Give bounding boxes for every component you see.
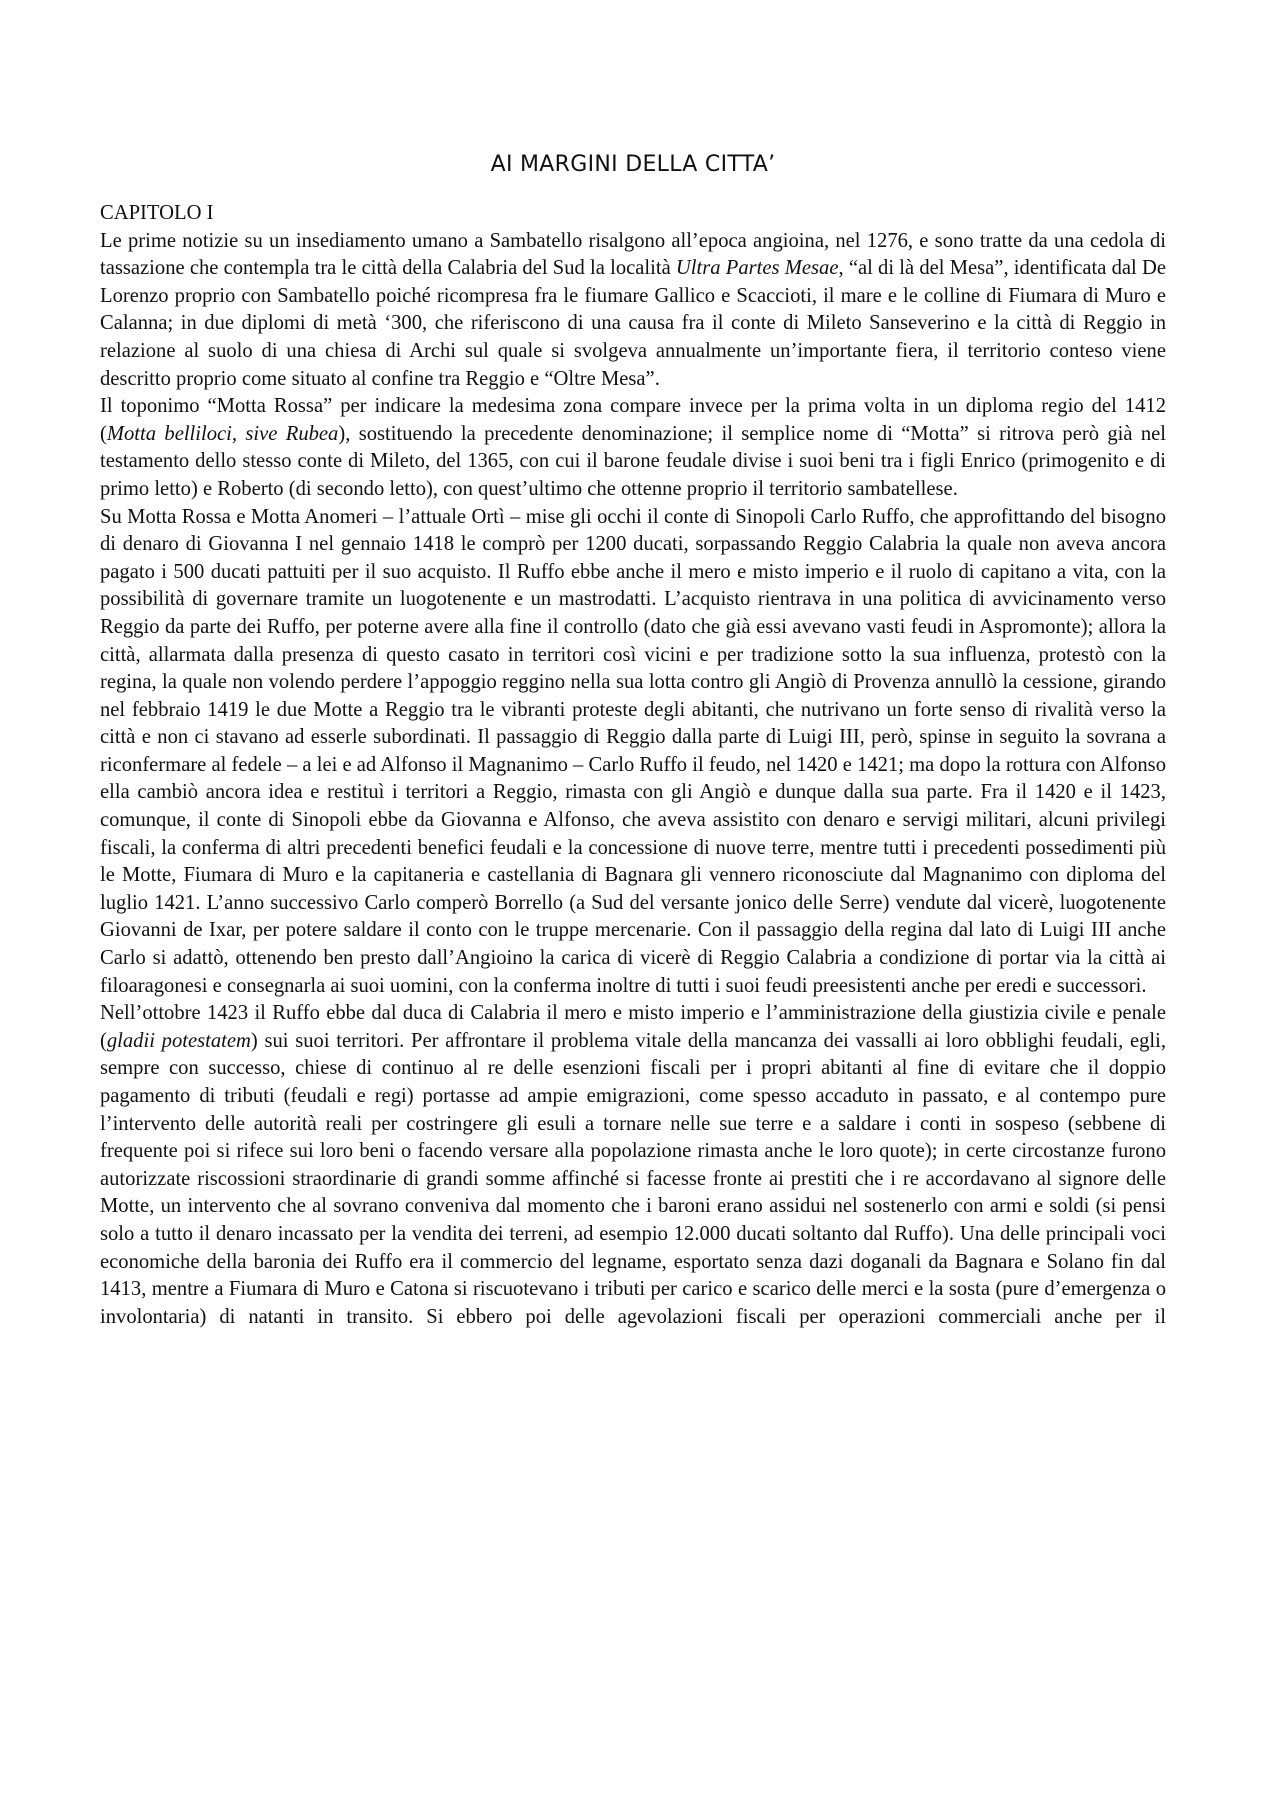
chapter-heading: CAPITOLO I (100, 202, 214, 224)
text-segment: Le prime notizie su un insediamento umano a Sambatello risalgono all’epoca angioina, nel 1276, e sono tratte da una cedola di tassazione che contempla tra le città della Calabria del Sud la località (100, 229, 1166, 280)
paragraph-1 (100, 228, 1166, 394)
text-segment: Il toponimo “Motta Rossa” per indicare la medesima zona compare invece per la prima volta in un diploma regio del 1412 ( (100, 395, 1166, 445)
paragraph-4 (100, 1000, 1166, 1331)
italic-phrase: gladii potestatem (106, 1029, 251, 1052)
text-segment: , “al di là del Mesa”, identificata dal De Lorenzo proprio con Sambatello poiché ricompresa fra le fiumare Gallico e Scaccioti, il mare e le colline di Fiumara di Muro e Calanna; in due diplomi di metà ‘300, che riferiscono di una causa fra il conte di Mileto Sanseverino e la città di Reggio in relazione al suolo di una chiesa di Archi sul quale si svolgeva annualmente un’importante fiera, il territorio conteso viene descritto proprio come situato al confine tra Reggio e “Oltre Mesa”. (100, 257, 1166, 390)
text-segment: Su Motta Rossa e Motta Anomeri – l’attuale Ortì – mise gli occhi il conte di Sinopoli Carlo Ruffo, che approfittando del bisogno di denaro di Giovanna I nel gennaio 1418 le comprò per 1200 ducati, sorpassando Reggio Calabria la quale non aveva ancora pagato i 500 ducati pattuiti per il suo acquisto. Il Ruffo ebbe anche il mero e misto imperio e il ruolo di capitano a vita, con la possibilità di governare tramite un luogotenente e un mastrodatti. L’acquisto rientrava in una politica di avvicinamento verso Reggio da parte dei Ruffo, per poterne avere alla fine il controllo (dato che già essi avevano vasti feudi in Aspromonte); allora la città, allarmata dalla presenza di questo casato in territori così vicini e per tradizione sotto la sua influenza, protestò con la regina, la quale non volendo perdere l’appoggio reggino nella sua lotta contro gli Angiò di Provenza annullò la cessione, girando nel febbraio 1419 le due Motte a Reggio tra le vibranti proteste degli abitanti, che nutrivano un forte senso di rivalità verso la città e non ci stavano ad esserle subordinati. Il passaggio di Reggio dalla parte di Luigi III, però, spinse in seguito la sovrana a riconfermare al fedele – a lei e ad Alfonso il Magnanimo – Carlo Ruffo il feudo, nel 1420 e 1421; ma dopo la rottura con Alfonso ella cambiò ancora idea e restituì i territori a Reggio, rimasta con gli Angiò e dunque dalla sua parte. Fra il 1420 e il 1423, comunque, il conte di Sinopoli ebbe da Giovanna e Alfonso, che aveva assistito con denaro e servigi militari, alcuni privilegi fiscali, la conferma di altri precedenti benefici feudali e la concessione di nuove terre, mentre tutti i precedenti possedimenti più le Motte, Fiumara di Muro e la capitaneria e castellania di Bagnara gli vennero riconosciute dal Magnanimo con diploma del luglio 1421. L’anno successivo Carlo comperò Borrello (a Sud del versante jonico delle Serre) vendute dal vicerè, luogotenente Giovanni de Ixar, per potere saldare il conto con le truppe mercenarie. Con il passaggio della regina dal lato di Luigi III anche Carlo si adattò, ottenendo ben presto dall’Angioino la carica di vicerè di Reggio Calabria a condizione di portar via la città ai filoaragonesi e consegnarla ai suoi uomini, con la conferma inoltre di tutti i suoi feudi preesistenti anche per eredi e successori. (100, 505, 1166, 997)
document-title: AI MARGINI DELLA CITTA’ (490, 152, 776, 177)
text-segment: Nell’ottobre 1423 il Ruffo ebbe dal duca di Calabria il mero e misto imperio e l’amministrazione della giustizia civile e penale ( (100, 1002, 1166, 1052)
text-segment: ) sui suoi territori. Per affrontare il problema vitale della mancanza dei vassalli ai loro obblighi feudali, egli, sempre con successo, chiese di continuo al re delle esenzioni fiscali per i propri abitanti al fine di evitare che il doppio pagamento di tributi (feudali e regi) portasse ad ampie emigrazioni, come spesso accaduto in passato, e al contempo pure l’intervento delle autorità reali per costringere gli esuli a tornare nelle sue terre e a saldare i conti in sospeso (sebbene di frequente poi si rifece sui loro beni o facendo versare alla popolazione rimasta anche le loro quote); in certe circostanze furono autorizzate riscossioni straordinarie di grandi somme affinché si facesse fronte ai prestiti che i re accordavano al signore delle Motte, un intervento che al sovrano conveniva dal momento che i baroni erano assidui nel sostenerlo con armi e soldi (si pensi solo a tutto il denaro incassato per la vendita dei terreni, ad esempio 12.000 ducati soltanto dal Ruffo). Una delle principali voci economiche della baronia dei Ruffo era il commercio del legname, esportato senza dazi doganali da Bagnara e Solano fin dal 1413, mentre a Fiumara di Muro e Catona si riscuotevano i tributi per carico e scarico delle merci e la sosta (pure d’emergenza o involontaria) di natanti in transito. Si ebbero poi delle agevolazioni fiscali per operazioni commerciali anche per il (100, 1029, 1166, 1328)
text-segment: ), sostituendo la precedente denominazione; il semplice nome di “Motta” si ritrova però già nel testamento dello stesso conte di Mileto, del 1365, con cui il barone feudale divise i suoi beni tra i figli Enrico (primogenito e di primo letto) e Roberto (di secondo letto), con quest’ultimo che ottenne proprio il territorio sambatellese. (100, 422, 1166, 500)
italic-phrase: Ultra Partes Mesae (675, 257, 839, 280)
paragraph-3 (100, 504, 1166, 1001)
document-page (100, 150, 1166, 1331)
italic-phrase: Motta belliloci, sive Rubea (106, 422, 339, 445)
paragraph-2 (100, 393, 1166, 503)
